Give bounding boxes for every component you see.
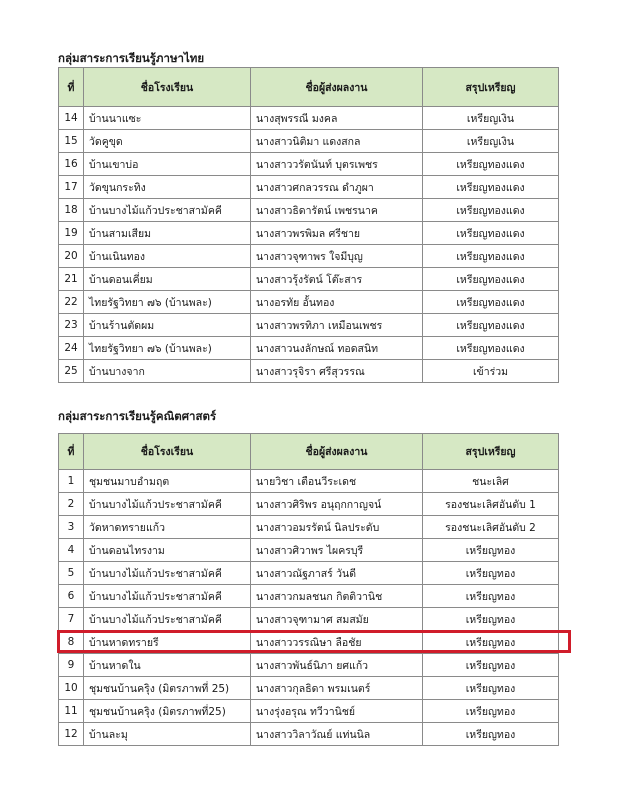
cell-school: ไทยรัฐวิทยา ๗๖ (บ้านพละ) <box>84 337 251 360</box>
cell-no: 9 <box>59 654 84 677</box>
cell-school: บ้านบางไม้แก้วประชาสามัคคี <box>84 608 251 631</box>
cell-award: เหรียญทองแดง <box>423 268 559 291</box>
cell-school: บ้านบางจาก <box>84 360 251 383</box>
table-row <box>59 360 559 383</box>
table-row <box>59 562 559 585</box>
table-row <box>59 176 559 199</box>
section-title-thai: กลุ่มสาระการเรียนรู้ภาษาไทย <box>58 51 205 65</box>
cell-school: บ้านละมุ <box>84 723 251 746</box>
table-row <box>59 493 559 516</box>
cell-submitter: นางสาวรุจิรา ศรีสุวรรณ <box>251 360 423 383</box>
cell-award: เหรียญทองแดง <box>423 176 559 199</box>
cell-award: เหรียญทอง <box>423 562 559 585</box>
table-row <box>59 222 559 245</box>
table-row <box>59 153 559 176</box>
table-row <box>59 470 559 493</box>
cell-no: 14 <box>59 107 84 130</box>
cell-submitter: นางสุพรรณี มงคล <box>251 107 423 130</box>
cell-school: บ้านหาดใน <box>84 654 251 677</box>
table-row <box>59 677 559 700</box>
table-row <box>59 337 559 360</box>
cell-award: รองชนะเลิศอันดับ 2 <box>423 516 559 539</box>
cell-no: 11 <box>59 700 84 723</box>
cell-no: 23 <box>59 314 84 337</box>
table-row <box>59 723 559 746</box>
cell-school: วัดหาดทรายแก้ว <box>84 516 251 539</box>
header-submitter: ชื่อผู้ส่งผลงาน <box>251 68 423 107</box>
cell-award: เหรียญทองแดง <box>423 337 559 360</box>
math-results-table <box>58 433 559 746</box>
cell-submitter: นางอรทัย อั้นทอง <box>251 291 423 314</box>
cell-submitter: นางสาวพันธ์นิภา ยศแก้ว <box>251 654 423 677</box>
cell-school: บ้านหาดทรายรี <box>84 631 251 654</box>
cell-school: บ้านบางไม้แก้วประชาสามัคคี <box>84 199 251 222</box>
table-row <box>59 268 559 291</box>
cell-school: บ้านเนินทอง <box>84 245 251 268</box>
cell-award: เหรียญทอง <box>423 654 559 677</box>
table-header-row <box>59 434 559 470</box>
table-row <box>59 631 559 654</box>
cell-school: บ้านร้านตัดผม <box>84 314 251 337</box>
table-row <box>59 516 559 539</box>
header-award: สรุปเหรียญ <box>423 434 559 470</box>
cell-submitter: นางสาวศกลวรรณ ดำภูผา <box>251 176 423 199</box>
cell-school: วัดคูขุด <box>84 130 251 153</box>
header-no: ที่ <box>59 68 84 107</box>
cell-school: บ้านบางไม้แก้วประชาสามัคคี <box>84 562 251 585</box>
cell-no: 21 <box>59 268 84 291</box>
cell-submitter: นางสาวณัฐภาสร์ วันดี <box>251 562 423 585</box>
cell-submitter: นางสาวจุฑาพร ใจมีบุญ <box>251 245 423 268</box>
table-row <box>59 585 559 608</box>
cell-no: 4 <box>59 539 84 562</box>
table-row <box>59 314 559 337</box>
table-row <box>59 539 559 562</box>
cell-school: บ้านเขาบ่อ <box>84 153 251 176</box>
cell-school: ชุมชนมาบอำมฤต <box>84 470 251 493</box>
table-row <box>59 291 559 314</box>
cell-school: บ้านสามเสียม <box>84 222 251 245</box>
cell-no: 20 <box>59 245 84 268</box>
cell-no: 6 <box>59 585 84 608</box>
cell-award: เหรียญทอง <box>423 723 559 746</box>
cell-no: 5 <box>59 562 84 585</box>
cell-award: เหรียญเงิน <box>423 107 559 130</box>
header-school: ชื่อโรงเรียน <box>84 434 251 470</box>
cell-submitter: นางสาวนิติมา แดงสกล <box>251 130 423 153</box>
cell-submitter: นางสาวกุลธิดา พรมเนตร์ <box>251 677 423 700</box>
cell-no: 10 <box>59 677 84 700</box>
cell-submitter: นางสาวพรทิภา เหมือนเพชร <box>251 314 423 337</box>
cell-no: 3 <box>59 516 84 539</box>
cell-submitter: นางสาวศิริพร อนุฤกกาญจน์ <box>251 493 423 516</box>
cell-no: 12 <box>59 723 84 746</box>
cell-school: บ้านบางไม้แก้วประชาสามัคคี <box>84 585 251 608</box>
cell-school: ชุมชนบ้านครุิง (มิตรภาพที่25) <box>84 700 251 723</box>
cell-submitter: นางสาวรุ้งรัตน์ โต๊ะสาร <box>251 268 423 291</box>
cell-submitter: นางสาวพรพิมล ศรีชาย <box>251 222 423 245</box>
header-school: ชื่อโรงเรียน <box>84 68 251 107</box>
cell-school: วัดขุนกระทิง <box>84 176 251 199</box>
cell-award: เหรียญทองแดง <box>423 314 559 337</box>
cell-no: 24 <box>59 337 84 360</box>
cell-award: เข้าร่วม <box>423 360 559 383</box>
section-title-math: กลุ่มสาระการเรียนรู้คณิตศาสตร์ <box>58 409 217 423</box>
table-row <box>59 199 559 222</box>
cell-no: 18 <box>59 199 84 222</box>
cell-school: ชุมชนบ้านครุิง (มิตรภาพที่ 25) <box>84 677 251 700</box>
table-row <box>59 608 559 631</box>
cell-submitter: นางสาวศิวาพร ไผครบุรี <box>251 539 423 562</box>
cell-no: 2 <box>59 493 84 516</box>
cell-award: เหรียญทอง <box>423 539 559 562</box>
cell-submitter: นายวิชา เตือนวีระเดช <box>251 470 423 493</box>
cell-submitter: นางสาวนงลักษณ์ ทอดสนิท <box>251 337 423 360</box>
cell-submitter: นางสาวธิดารัตน์ เพชรนาค <box>251 199 423 222</box>
table-row <box>59 654 559 677</box>
cell-award: เหรียญทอง <box>423 585 559 608</box>
cell-no: 8 <box>59 631 84 654</box>
cell-submitter: นางสาววรัตนันท์ บุตรเพชร <box>251 153 423 176</box>
cell-submitter: นางสาววิลาวัณย์ แท่นนิล <box>251 723 423 746</box>
table-header-row <box>59 68 559 107</box>
cell-no: 17 <box>59 176 84 199</box>
cell-award: เหรียญทอง <box>423 631 559 654</box>
table-row <box>59 107 559 130</box>
table-row <box>59 245 559 268</box>
cell-school: บ้านนาแซะ <box>84 107 251 130</box>
cell-school: บ้านดอนไทรงาม <box>84 539 251 562</box>
cell-no: 19 <box>59 222 84 245</box>
cell-award: เหรียญทองแดง <box>423 222 559 245</box>
cell-school: บ้านดอนเคี่ยม <box>84 268 251 291</box>
thai-results-table <box>58 67 559 383</box>
cell-no: 22 <box>59 291 84 314</box>
table-row <box>59 700 559 723</box>
cell-submitter: นางสาววรรณิษา ลือชัย <box>251 631 423 654</box>
cell-award: เหรียญทองแดง <box>423 291 559 314</box>
cell-school: บ้านบางไม้แก้วประชาสามัคคี <box>84 493 251 516</box>
cell-no: 1 <box>59 470 84 493</box>
cell-submitter: นางสาวอมรรัตน์ นิลประดับ <box>251 516 423 539</box>
cell-award: ชนะเลิศ <box>423 470 559 493</box>
cell-award: เหรียญทองแดง <box>423 199 559 222</box>
cell-award: เหรียญเงิน <box>423 130 559 153</box>
header-no: ที่ <box>59 434 84 470</box>
cell-no: 7 <box>59 608 84 631</box>
cell-submitter: นางสาวจุฑามาศ สมสมัย <box>251 608 423 631</box>
cell-no: 15 <box>59 130 84 153</box>
cell-submitter: นางสาวกมลชนก กิตติวานิช <box>251 585 423 608</box>
cell-no: 16 <box>59 153 84 176</box>
cell-award: เหรียญทองแดง <box>423 245 559 268</box>
cell-award: เหรียญทอง <box>423 608 559 631</box>
cell-no: 25 <box>59 360 84 383</box>
cell-award: เหรียญทองแดง <box>423 153 559 176</box>
cell-award: เหรียญทอง <box>423 677 559 700</box>
header-award: สรุปเหรียญ <box>423 68 559 107</box>
table-row <box>59 130 559 153</box>
cell-award: เหรียญทอง <box>423 700 559 723</box>
header-submitter: ชื่อผู้ส่งผลงาน <box>251 434 423 470</box>
cell-school: ไทยรัฐวิทยา ๗๖ (บ้านพละ) <box>84 291 251 314</box>
cell-submitter: นางรุ่งอรุณ ทวีวานิชย์ <box>251 700 423 723</box>
cell-award: รองชนะเลิศอันดับ 1 <box>423 493 559 516</box>
